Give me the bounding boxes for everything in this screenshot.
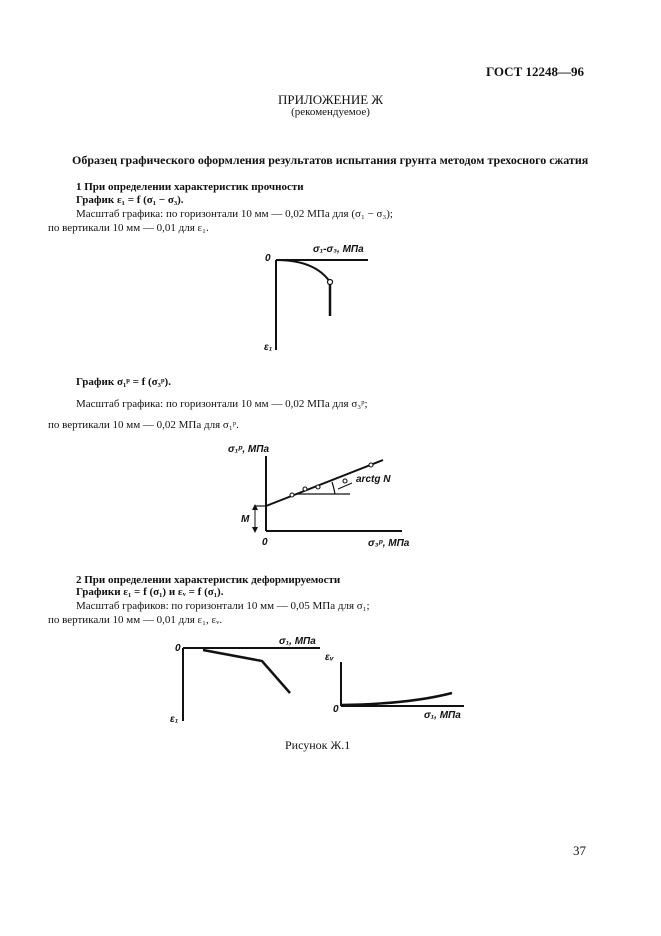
figure3-origin: 0	[175, 643, 181, 654]
figure1-x-label: σ₁-σ₃, МПа	[313, 244, 364, 255]
section1-heading: 1 При определении характеристик прочности	[76, 181, 304, 193]
figure4-curve	[341, 693, 452, 705]
graph1-scale-line1: Масштаб графика: по горизонтали 10 мм — 0,02 МПа для (σ₁ − σ₃);	[76, 208, 393, 220]
graph2-scale-line1: Масштаб графика: по горизонтали 10 мм — 0,02 МПа для σ₃ᵖ;	[76, 398, 368, 410]
figure2-origin: 0	[262, 537, 268, 548]
figure3-x-label: σ₁, МПа	[279, 636, 316, 647]
figure4-origin: 0	[333, 704, 339, 715]
graph2-scale-line2: по вертикали 10 мм — 0,02 МПа для σ₁ᵖ.	[48, 419, 239, 431]
appendix-title: ПРИЛОЖЕНИЕ Ж	[277, 92, 384, 107]
figure1-origin: 0	[265, 253, 271, 264]
figure1-y-label: ε₁	[264, 342, 273, 353]
figure4-y-label: εᵥ	[325, 652, 334, 663]
graph1-scale-line2: по вертикали 10 мм — 0,01 для ε₁.	[48, 222, 209, 234]
figure2-y-label: σ₁ᵖ, МПа	[228, 444, 270, 455]
main-title: Образец графического оформления результатов испытания грунта методом трехосного сжатия	[72, 153, 589, 167]
graphs-scale-line1: Масштаб графиков: по горизонтали 10 мм — 0,05 МПа для σ₁;	[76, 600, 370, 612]
graphs-label: Графики ε₁ = f (σ₁) и εᵥ = f (σ₁).	[76, 586, 224, 598]
appendix-note: (рекомендуемое)	[291, 106, 370, 118]
figure2-angle-label: arctg N	[356, 474, 391, 485]
figure2-x-label: σ₃ᵖ, МПа	[368, 538, 410, 549]
graphs-scale-line2: по вертикали 10 мм — 0,01 для ε₁, εᵥ.	[48, 614, 223, 626]
standard-number: ГОСТ 12248—96	[485, 64, 584, 79]
graph1-label: График ε₁ = f (σ₁ − σ₃).	[76, 194, 184, 206]
figure-caption: Рисунок Ж.1	[285, 738, 351, 752]
graph2-label: График σ₁ᵖ = f (σ₃ᵖ).	[76, 376, 171, 388]
figure4-x-label: σ₁, МПа	[424, 710, 461, 721]
figure3-y-label: ε₁	[170, 714, 179, 725]
section2-heading: 2 При определении характеристик деформируемости	[76, 574, 341, 586]
figure2-intercept-label: M	[241, 514, 250, 525]
page-number: 37	[573, 843, 586, 858]
